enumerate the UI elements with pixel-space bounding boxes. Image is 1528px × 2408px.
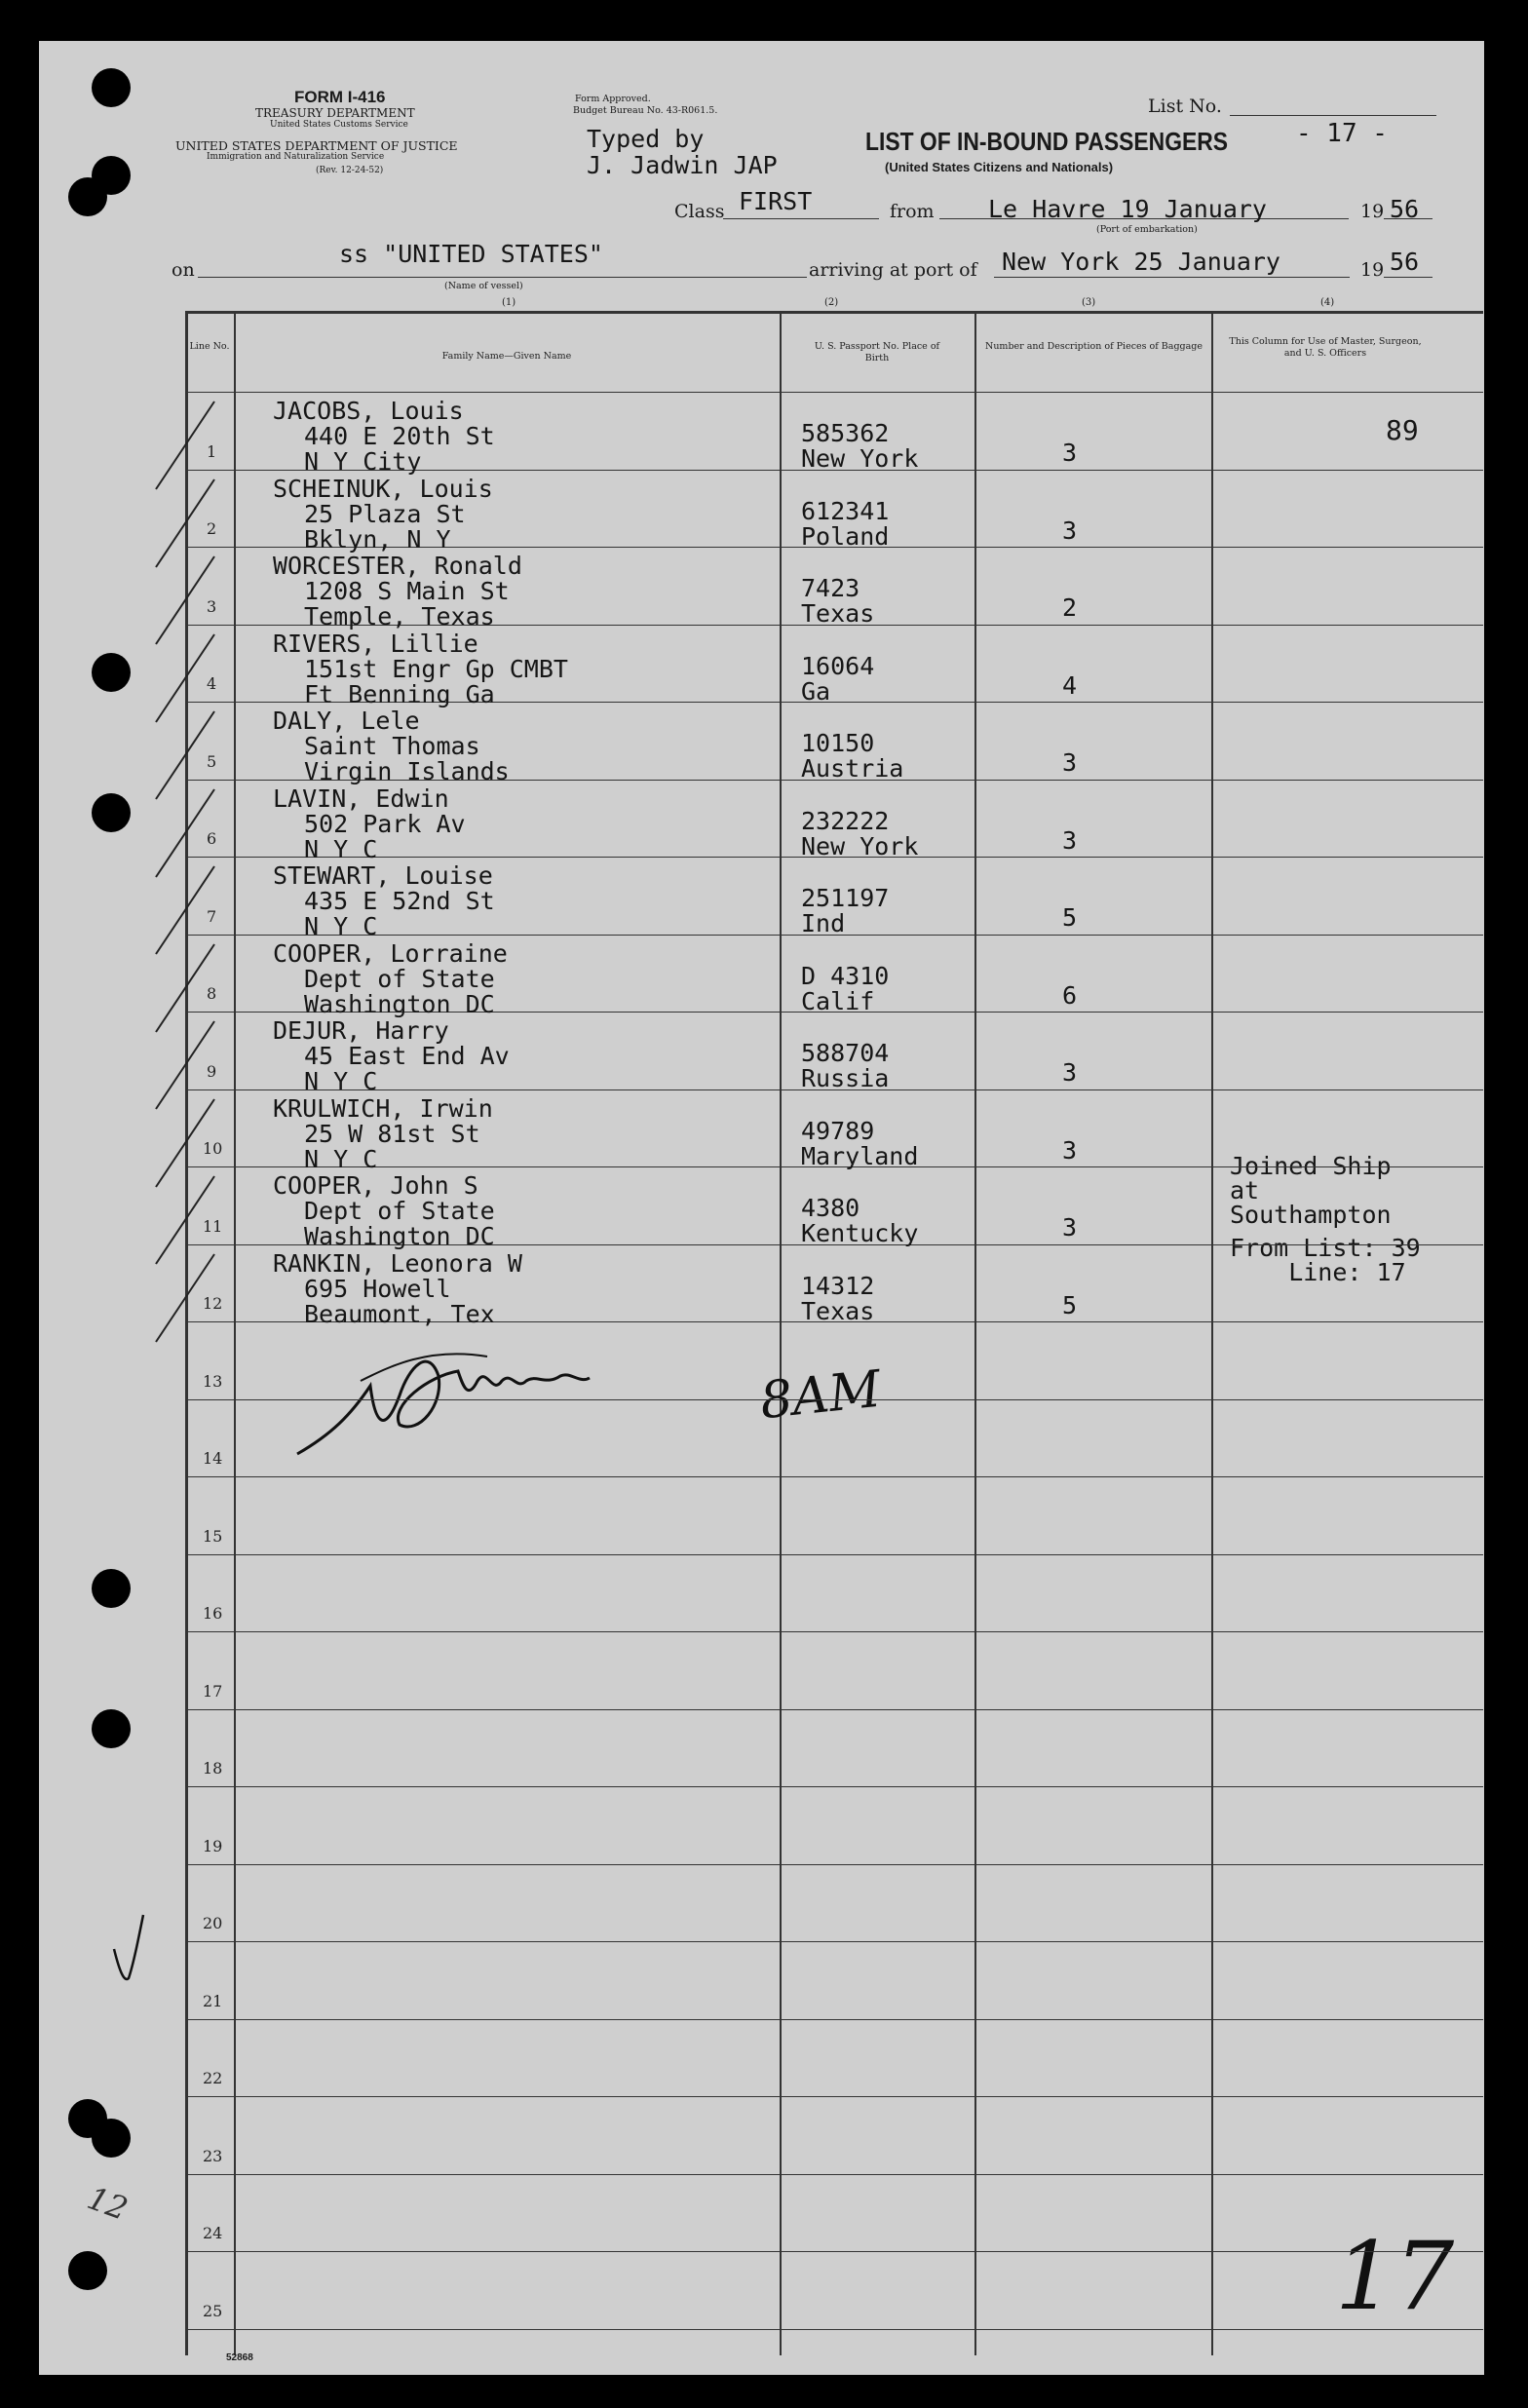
- justice-department: UNITED STATES DEPARTMENT OF JUSTICE: [175, 138, 458, 153]
- passenger-name: JACOBS, Louis: [273, 397, 464, 425]
- passport-number: D 4310: [801, 961, 890, 990]
- vessel-name: ss "UNITED STATES": [339, 240, 603, 268]
- header-family-name: Family Name—Given Name: [441, 351, 572, 362]
- treasury-department: TREASURY DEPARTMENT: [255, 106, 415, 120]
- class-label: Class: [674, 201, 725, 222]
- column-number-1: (1): [502, 297, 516, 308]
- year-line-2: [1384, 277, 1432, 278]
- line-number: 23: [203, 2146, 223, 2165]
- passenger-name: KRULWICH, Irwin: [273, 1093, 493, 1123]
- passenger-address-line1: 25 Plaza St: [304, 499, 466, 528]
- baggage-count: 5: [1062, 1290, 1078, 1319]
- passport-number: 612341: [801, 496, 890, 525]
- revision-date: (Rev. 12-24-52): [316, 166, 384, 175]
- officer-note-line: From List: 39: [1230, 1234, 1421, 1262]
- immigration-service: Immigration and Naturalization Service: [207, 152, 385, 162]
- officer-note-line: Line: 17: [1230, 1258, 1406, 1286]
- passenger-name: DEJUR, Harry: [273, 1016, 449, 1045]
- place-of-birth: Calif: [801, 986, 875, 1015]
- passenger-address-line1: 25 W 81st St: [304, 1119, 480, 1148]
- list-no-label: List No.: [1148, 96, 1222, 117]
- header-line-no: Line No.: [189, 341, 230, 352]
- officer-note-line: Joined Ship: [1230, 1152, 1392, 1180]
- handwritten-corner-number: 17: [1335, 2222, 1455, 2331]
- line-number: 9: [207, 1061, 217, 1081]
- line-number: 15: [203, 1526, 223, 1546]
- from-value: Le Havre 19 January: [988, 195, 1267, 223]
- table-divider-line: [234, 311, 236, 2355]
- line-number: 2: [207, 519, 217, 538]
- passenger-name: COOPER, John S: [273, 1171, 478, 1200]
- header-baggage: Number and Description of Pieces of Baggage: [985, 341, 1203, 352]
- passenger-address-line1: 502 Park Av: [304, 809, 466, 838]
- passport-number: 7423: [801, 574, 860, 602]
- row-divider: [187, 1709, 1483, 1710]
- baggage-count: 3: [1062, 516, 1078, 545]
- line-number: 19: [203, 1836, 223, 1855]
- punch-hole: [68, 177, 107, 216]
- year-prefix-2: 19: [1360, 259, 1385, 281]
- passport-number: 232222: [801, 806, 890, 835]
- place-of-birth: Poland: [801, 521, 890, 551]
- row-divider: [187, 1864, 1483, 1865]
- passport-number: 10150: [801, 729, 875, 757]
- column-number-2: (2): [824, 297, 839, 308]
- form-bottom-code: 52868: [226, 2352, 253, 2363]
- passenger-name: SCHEINUK, Louis: [273, 474, 493, 503]
- passenger-address-line1: 440 E 20th St: [304, 422, 495, 450]
- line-number: 4: [207, 674, 217, 693]
- passenger-address-line1: 45 East End Av: [304, 1042, 510, 1070]
- officer-note-row12: [1230, 1236, 1421, 1284]
- class-line: [723, 218, 879, 219]
- passenger-name: DALY, Lele: [273, 707, 420, 735]
- passport-number: 49789: [801, 1116, 875, 1145]
- line-number: 10: [203, 1139, 223, 1158]
- officer-note-row11: [1230, 1154, 1392, 1227]
- passport-number: 588704: [801, 1039, 890, 1067]
- punch-hole: [92, 1709, 131, 1748]
- passenger-address-line1: Saint Thomas: [304, 732, 480, 760]
- place-of-birth: Texas: [801, 1296, 875, 1325]
- passenger-address-line2: Ft Benning Ga: [304, 679, 495, 708]
- column-number-4: (4): [1320, 297, 1335, 308]
- row-divider: [187, 2174, 1483, 2175]
- place-of-birth: Ind: [801, 909, 846, 937]
- pencil-check-mark: [146, 1244, 224, 1352]
- header-officers: This Column for Use of Master, Surgeon, and U. S. Officers: [1229, 336, 1422, 359]
- vessel-caption: (Name of vessel): [444, 281, 523, 291]
- from-label: from: [890, 201, 935, 222]
- year-value-2: 56: [1390, 248, 1420, 276]
- passenger-address-line1: Dept of State: [304, 964, 495, 993]
- year-prefix-1: 19: [1360, 201, 1385, 222]
- passenger-name: COOPER, Lorraine: [273, 938, 508, 968]
- punch-hole: [92, 68, 131, 107]
- table-divider-passport: [974, 311, 976, 2355]
- passenger-address-line2: N Y City: [304, 447, 422, 476]
- line-number: 12: [203, 1294, 223, 1313]
- baggage-count: 3: [1062, 439, 1078, 467]
- punch-hole: [92, 653, 131, 692]
- passenger-name: LAVIN, Edwin: [273, 784, 449, 813]
- passenger-address-line2: Temple, Texas: [304, 602, 495, 631]
- baggage-count: 3: [1062, 748, 1078, 777]
- place-of-birth: New York: [801, 444, 919, 473]
- row-divider: [187, 1554, 1483, 1555]
- class-value: FIRST: [739, 187, 813, 215]
- vessel-line: [198, 277, 807, 278]
- punch-hole: [92, 1569, 131, 1608]
- line-number: 13: [203, 1371, 223, 1391]
- place-of-birth: Austria: [801, 754, 904, 783]
- place-of-birth: Maryland: [801, 1141, 919, 1170]
- passenger-address-line2: Washington DC: [304, 1222, 495, 1250]
- passenger-manifest-sheet: [39, 41, 1484, 2375]
- line-number: 1: [207, 441, 217, 461]
- passenger-name: STEWART, Louise: [273, 861, 493, 890]
- customs-service: United States Customs Service: [270, 120, 408, 130]
- officer-note-line: at: [1230, 1176, 1260, 1204]
- document-title: LIST OF IN-BOUND PASSENGERS: [865, 127, 1229, 156]
- passport-number: 4380: [801, 1194, 860, 1222]
- passenger-name: RIVERS, Lillie: [273, 629, 478, 658]
- passport-number: 585362: [801, 419, 890, 447]
- baggage-count: 6: [1062, 980, 1078, 1010]
- punch-hole: [68, 2251, 107, 2290]
- passenger-name: RANKIN, Leonora W: [273, 1248, 522, 1278]
- passport-number: 14312: [801, 1271, 875, 1300]
- line-number: 21: [203, 1991, 223, 2010]
- punch-hole: [92, 793, 131, 832]
- baggage-count: 3: [1062, 825, 1078, 855]
- passenger-address-line1: 1208 S Main St: [304, 577, 510, 605]
- baggage-count: 5: [1062, 903, 1078, 932]
- row-divider: [187, 2251, 1483, 2252]
- arriving-label: arriving at port of: [809, 259, 977, 281]
- header-bottom-border: [187, 392, 1483, 393]
- officer-note-row1: 89: [1386, 414, 1419, 446]
- passport-number: 16064: [801, 651, 875, 680]
- arrival-port-date: New York 25 January: [1002, 248, 1280, 276]
- baggage-count: 2: [1062, 593, 1078, 622]
- passport-number: 251197: [801, 884, 890, 912]
- officer-note-line: Southampton: [1230, 1201, 1392, 1229]
- place-of-birth: Texas: [801, 599, 875, 628]
- handwritten-margin-mark: 12: [82, 2179, 133, 2228]
- officer-signature: [292, 1327, 604, 1464]
- baggage-count: 4: [1062, 670, 1078, 700]
- line-number: 22: [203, 2069, 223, 2087]
- punch-hole: [92, 2119, 131, 2158]
- table-divider-baggage: [1211, 311, 1213, 2355]
- passenger-address-line2: Beaumont, Tex: [304, 1299, 495, 1328]
- row-divider: [187, 1399, 1483, 1400]
- document-subtitle: (United States Citizens and Nationals): [885, 160, 1114, 174]
- line-number: 3: [207, 596, 217, 616]
- row-divider: [187, 1631, 1483, 1632]
- passenger-address-line2: Bklyn, N Y: [304, 524, 451, 554]
- line-number: 24: [203, 2224, 223, 2242]
- handwritten-initials: 8AM: [757, 1359, 884, 1432]
- place-of-birth: Kentucky: [801, 1219, 919, 1247]
- passenger-address-line2: N Y C: [304, 834, 378, 863]
- passenger-address-line2: Virgin Islands: [304, 757, 510, 785]
- passenger-address-line2: N Y C: [304, 912, 378, 940]
- line-number: 8: [207, 984, 217, 1003]
- row-divider: [187, 1786, 1483, 1787]
- list-no-value: - 17 -: [1296, 119, 1388, 148]
- typed-by-label: Typed by: [587, 125, 705, 153]
- passenger-address-line2: N Y C: [304, 1144, 378, 1173]
- line-number: 25: [203, 2301, 223, 2320]
- year-value-1: 56: [1390, 195, 1420, 223]
- baggage-count: 3: [1062, 1213, 1078, 1242]
- typed-by-value: J. Jadwin JAP: [587, 151, 778, 179]
- line-number: 7: [207, 906, 217, 926]
- line-number: 18: [203, 1759, 223, 1777]
- form-approved: Form Approved.: [575, 94, 651, 104]
- line-number: 17: [203, 1681, 223, 1701]
- line-number: 11: [203, 1216, 223, 1236]
- arrival-line: [994, 277, 1350, 278]
- place-of-birth: New York: [801, 831, 919, 860]
- list-no-line: [1230, 115, 1436, 116]
- line-number: 6: [207, 829, 217, 848]
- passenger-address-line1: 435 E 52nd St: [304, 887, 495, 915]
- passenger-address-line1: 151st Engr Gp CMBT: [304, 654, 568, 683]
- place-of-birth: Russia: [801, 1064, 890, 1092]
- row-divider: [187, 1941, 1483, 1942]
- row-divider: [187, 2019, 1483, 2020]
- passenger-address-line2: Washington DC: [304, 989, 495, 1018]
- passenger-name: WORCESTER, Ronald: [273, 552, 522, 580]
- column-number-3: (3): [1082, 297, 1096, 308]
- row-divider: [187, 1476, 1483, 1477]
- on-label: on: [172, 259, 195, 281]
- row-divider: [187, 2096, 1483, 2097]
- table-top-border: [187, 311, 1483, 314]
- line-number: 20: [203, 1914, 223, 1932]
- form-number: FORM I-416: [294, 88, 386, 106]
- place-of-birth: Ga: [801, 676, 831, 706]
- passenger-address-line1: Dept of State: [304, 1197, 495, 1225]
- baggage-count: 3: [1062, 1135, 1078, 1165]
- budget-bureau: Budget Bureau No. 43-R061.5.: [573, 105, 718, 116]
- line-number: 14: [203, 1449, 223, 1468]
- passenger-address-line2: N Y C: [304, 1067, 378, 1095]
- line-number: 5: [207, 751, 217, 771]
- port-of-embarkation-caption: (Port of embarkation): [1096, 224, 1198, 235]
- passenger-address-line1: 695 Howell: [304, 1274, 451, 1303]
- margin-checkmark: [109, 1910, 148, 1988]
- line-number: 16: [203, 1604, 223, 1623]
- baggage-count: 3: [1062, 1058, 1078, 1087]
- table-divider-name: [780, 311, 782, 2355]
- header-passport: U. S. Passport No. Place of Birth: [814, 341, 940, 363]
- row-divider: [187, 2329, 1483, 2330]
